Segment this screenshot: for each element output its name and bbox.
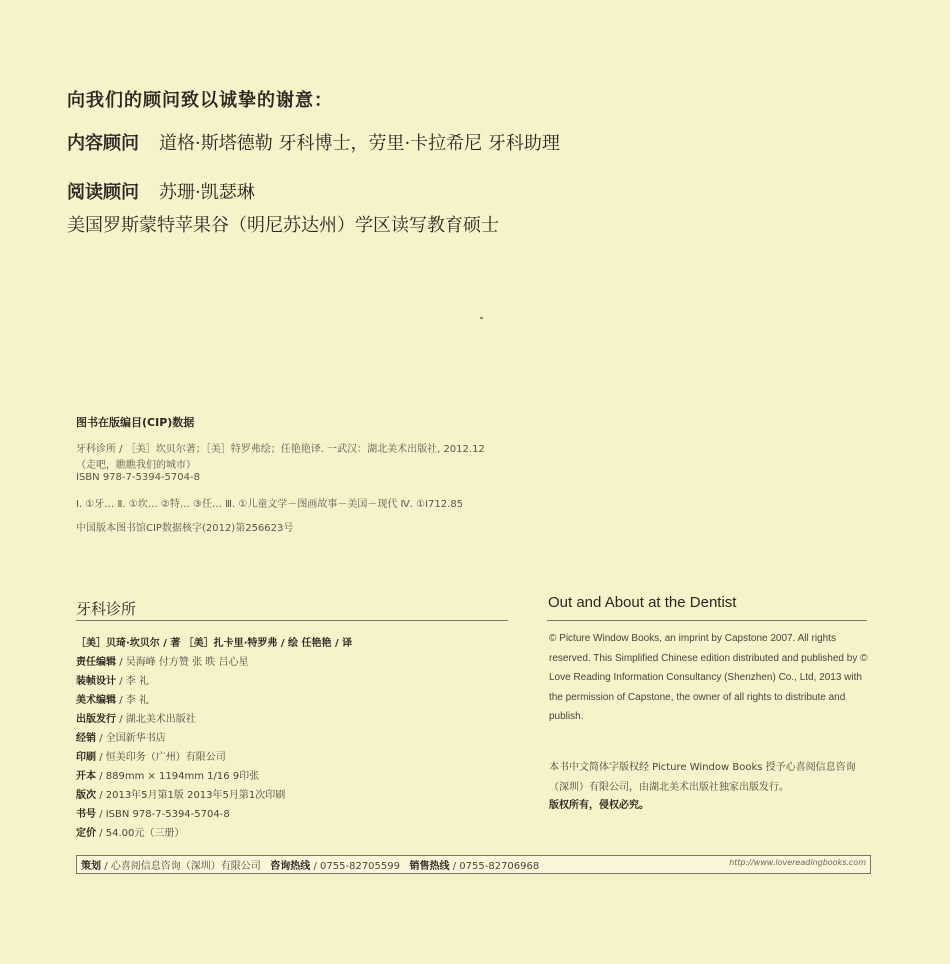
cip-line: Ⅰ. ①牙… Ⅱ. ①坎… ②特… ③任… Ⅲ. ①儿童文学－图画故事－美国－现代 Ⅳ. ①I712.85 — [76, 499, 464, 510]
copyright-cn: 本书中文简体字版权经 Picture Window Books 授予心喜阅信息咨询（深圳）有限公司，由湖北美术出版社独家出版发行。 — [549, 762, 856, 793]
book-title-en: Out and About at the Dentist — [548, 594, 737, 611]
reading-advisor-credential: 美国罗斯蒙特苹果谷（明尼苏达州）学区读写教育硕士 — [67, 215, 499, 236]
cip-line: （走吧，瞧瞧我们的城市） — [76, 460, 196, 471]
credit-row: 责任编辑 / 吴海峰 付方赞 张 昳 吕心星 — [76, 657, 249, 668]
website-link[interactable]: http://www.lovereadingbooks.com — [729, 858, 866, 867]
cip-line: 牙科诊所 / ［美］坎贝尔著；［美］特罗弗绘；任艳艳译. 一武汉：湖北美术出版社, 2012.12 — [76, 444, 485, 455]
divider — [547, 620, 867, 621]
speck-mark — [480, 317, 483, 319]
credit-row: 印刷 / 恒美印务（广州）有限公司 — [76, 752, 226, 763]
content-advisor-names: 道格·斯塔德勒 牙科博士，劳里·卡拉希尼 牙科助理 — [159, 133, 560, 154]
footer-contacts: 策划 / 心喜阅信息咨询（深圳）有限公司 咨询热线 / 0755-82705599 销售热线 / 0755-82706968 — [81, 861, 540, 872]
credit-row: ［美］贝琦·坎贝尔 / 著 ［美］扎卡里·特罗弗 / 绘 任艳艳 / 译 — [76, 638, 353, 649]
credit-row: 经销 / 全国新华书店 — [76, 733, 166, 744]
credit-row: 装帧设计 / 李 礼 — [76, 676, 149, 687]
book-title-cn: 牙科诊所 — [76, 600, 137, 618]
rights-reserved: 版权所有，侵权必究。 — [549, 800, 649, 811]
footer-bar — [76, 855, 871, 874]
cip-line: 中国版本图书馆CIP数据核字(2012)第256623号 — [76, 523, 294, 534]
cip-title: 图书在版编目(CIP)数据 — [76, 416, 195, 429]
content-advisor-row — [67, 129, 560, 155]
credit-row: 美术编辑 / 李 礼 — [76, 695, 149, 706]
divider — [76, 620, 508, 621]
content-advisor-label: 内容顾问 — [67, 133, 139, 154]
credit-row: 版次 / 2013年5月第1版 2013年5月第1次印刷 — [76, 790, 286, 801]
reading-advisor-label: 阅读顾问 — [67, 182, 139, 203]
copyright-en: © Picture Window Books, an imprint by Capstone 2007. All rights reserved. This Simplified Chinese edition distributed and published by © Love Reading Information Consultancy (Shenzhen) Co., Ltd, 2013 with the permission of Capstone, the owner of all rights to distribute and publish. — [549, 633, 868, 722]
credit-row: 书号 / ISBN 978-7-5394-5704-8 — [76, 809, 230, 820]
cip-line: ISBN 978-7-5394-5704-8 — [76, 472, 200, 483]
credit-row: 开本 / 889mm × 1194mm 1/16 9印张 — [76, 771, 260, 782]
thanks-heading: 向我们的顾问致以诚挚的谢意： — [67, 90, 333, 111]
credit-row: 定价 / 54.00元（三册） — [76, 828, 185, 839]
credit-row: 出版发行 / 湖北美术出版社 — [76, 714, 196, 725]
reading-advisor-name: 苏珊·凯瑟琳 — [159, 182, 255, 203]
reading-advisor-row — [67, 178, 255, 204]
